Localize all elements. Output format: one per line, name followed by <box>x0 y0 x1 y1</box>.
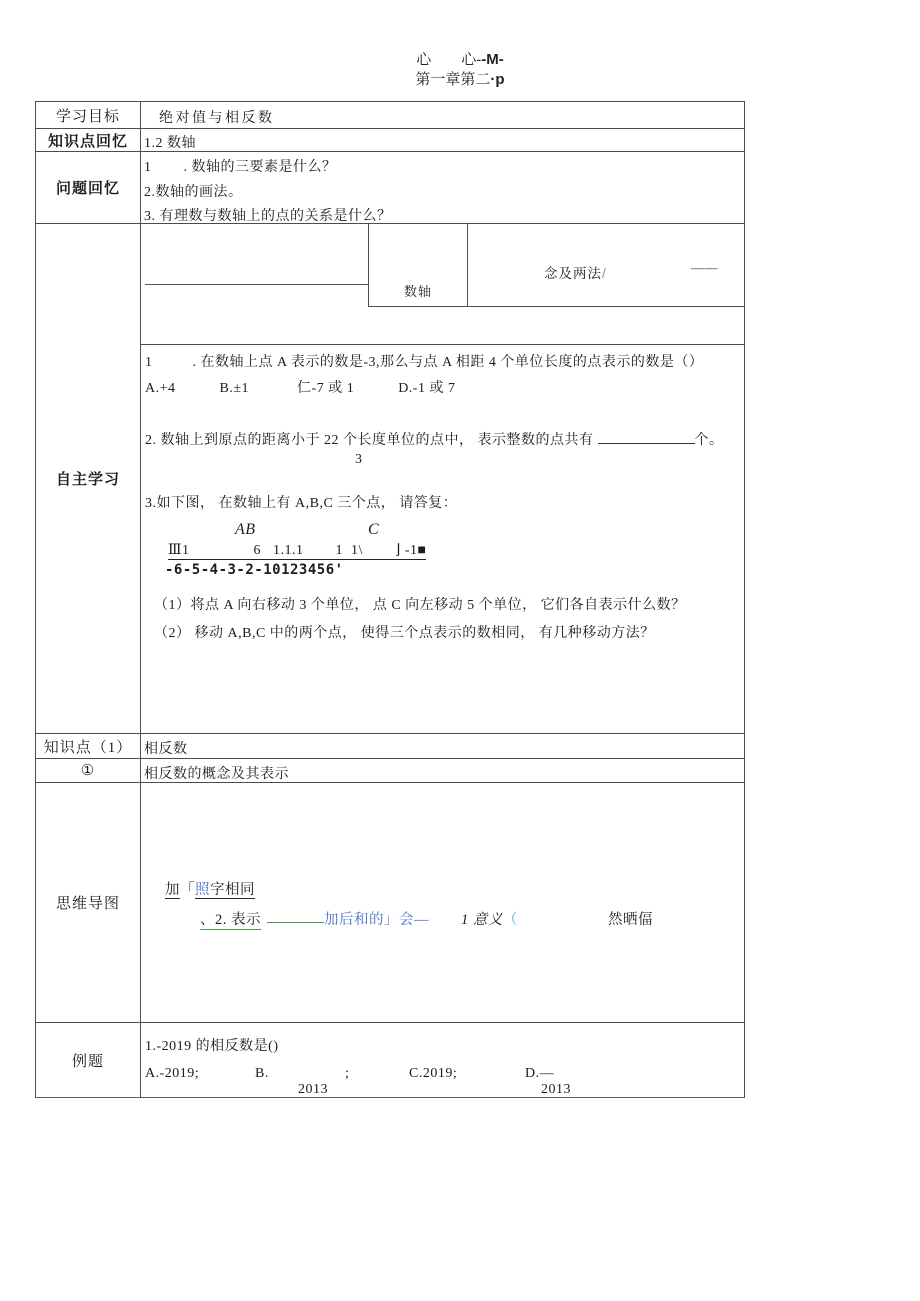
mindmap-paren: （ <box>502 912 518 928</box>
example-option-d-denominator: 2013 <box>541 1082 571 1097</box>
row-questions <box>36 152 744 224</box>
row-questions-content <box>141 152 744 223</box>
mindmap-yiyi: 意义 <box>468 912 503 928</box>
row-mindmap-label <box>36 783 141 1022</box>
row-example-label-text: 例题 <box>71 1054 104 1070</box>
q2-text-end: 个。 <box>694 433 724 448</box>
row-knowledge-point-label <box>36 734 141 758</box>
row-knowledge-sub-content <box>141 759 744 782</box>
row-knowledge-point-content <box>141 734 744 758</box>
circled-one: ① <box>80 763 96 779</box>
row-example-content <box>141 1023 744 1098</box>
axis-concept-diagram <box>141 224 744 345</box>
row-questions-label-text: 问题回忆 <box>55 181 120 197</box>
question-recall-1: 1 . 数轴的三要素是什么？ <box>144 160 337 175</box>
page-header <box>0 50 920 90</box>
header-line-1 <box>0 50 920 70</box>
example-option-a: A.-2019; <box>145 1066 200 1081</box>
note-box <box>468 224 744 307</box>
row-knowledge-point-label-text: 知识点（1） <box>43 739 133 756</box>
selfstudy-q3: 3.如下图， 在数轴上有 A,B,C 三个点， 请答复： <box>145 496 458 511</box>
row-goal <box>36 102 744 129</box>
knowledge-sub-text: 相反数的概念及其表示 <box>144 767 289 782</box>
example-option-b-denominator: 2013 <box>298 1082 328 1097</box>
note-slash: / <box>602 266 607 281</box>
row-recall <box>36 129 744 152</box>
header-line-1-bold: -M- <box>481 51 504 68</box>
header-line-2 <box>0 70 920 90</box>
diagram-left-line <box>145 284 368 285</box>
note-blank-dash: —— <box>691 260 718 275</box>
mindmap-jia: 加 <box>165 882 180 898</box>
row-recall-content <box>141 129 744 151</box>
example-option-b-semicolon: ; <box>345 1066 350 1081</box>
question-recall-2: 2.数轴的画法。 <box>144 185 243 200</box>
mindmap-blue-phrase: 加后和的」会— <box>324 912 429 928</box>
worksheet-table <box>35 101 745 1098</box>
axis-box-label: 数轴 <box>403 284 432 299</box>
mindmap-bracket: 「 <box>180 882 195 898</box>
example-question: 1.-2019 的相反数是() <box>145 1039 279 1054</box>
knowledge-point-text: 相反数 <box>144 742 188 757</box>
example-option-d: D.— <box>525 1066 555 1081</box>
example-option-c: C.2019; <box>409 1066 458 1081</box>
row-mindmap-content <box>141 783 744 1022</box>
row-knowledge-point <box>36 734 744 759</box>
mindmap-green-blank <box>267 909 324 923</box>
mindmap-one: 1 <box>461 912 469 928</box>
numline-label-c: C <box>368 521 380 538</box>
row-mindmap-label-text: 思维导图 <box>55 896 120 912</box>
q2-text: 2. 数轴上到原点的距离小于 22 个长度单位的点中， 表示整数的点共有 <box>145 433 598 448</box>
mindmap-line-1 <box>165 878 255 899</box>
row-recall-label-text: 知识点回忆 <box>47 133 128 150</box>
numline-axis-marks: Ⅲ1 6 1.1.1 1 1\ ⌋ -1■ <box>168 543 427 558</box>
selfstudy-part2: （2） 移动 A,B,C 中的两个点， 使得三个点表示的数相同， 有几种移动方法？ <box>154 626 655 641</box>
row-example-label <box>36 1023 141 1098</box>
row-knowledge-sub <box>36 759 744 783</box>
row-example <box>36 1023 744 1098</box>
numline-label-ab: AB <box>235 521 256 538</box>
row-selfstudy-label <box>36 224 141 733</box>
chapter-text: 第一章第二 <box>415 72 491 88</box>
mindmap-line-2-lead: 、2. 表示 <box>200 908 261 930</box>
note-text-main: 念及两法 <box>544 266 602 281</box>
row-selfstudy <box>36 224 744 734</box>
q2-answer-blank <box>598 430 695 444</box>
mindmap-zhao: 照 <box>195 882 210 898</box>
row-goal-label-text: 学习目标 <box>55 108 120 125</box>
selfstudy-part1: （1）将点 A 向右移动 3 个单位， 点 C 向左移动 5 个单位， 它们各自表示什么数？ <box>154 598 686 613</box>
numline-numbers: -6-5-4-3-2-10123456' <box>165 562 344 578</box>
row-selfstudy-content <box>141 224 744 733</box>
recall-text: 1.2 数轴 <box>144 136 196 151</box>
row-selfstudy-label-text: 自主学习 <box>55 472 120 488</box>
mindmap-meaning <box>461 908 518 929</box>
mindmap-zi-xiangtong: 字相同 <box>210 882 255 898</box>
selfstudy-q1-options: A.+4 B.±1 仁-7 或 1 D.-1 或 7 <box>145 381 456 396</box>
chapter-text-bold: ·p <box>490 71 505 88</box>
note-text <box>544 262 607 282</box>
row-knowledge-sub-label <box>36 759 141 782</box>
row-goal-label <box>36 102 141 128</box>
selfstudy-q1: 1 . 在数轴上点 A 表示的数是-3,那么与点 A 相距 4 个单位长度的点表示的数是（） <box>145 355 704 370</box>
q2-fraction-denominator: 3 <box>355 452 363 467</box>
example-option-b: B. <box>255 1066 269 1081</box>
row-questions-label <box>36 152 141 223</box>
row-goal-content <box>141 102 744 128</box>
goal-text: 绝对值与相反数 <box>159 111 275 126</box>
question-recall-3: 3. 有理数与数轴上的点的关系是什么？ <box>144 209 392 223</box>
selfstudy-q2 <box>145 429 724 449</box>
row-mindmap <box>36 783 744 1023</box>
row-recall-label <box>36 129 141 151</box>
axis-box <box>368 224 468 307</box>
mindmap-tail-text: 然晒偪 <box>608 912 653 928</box>
header-line-1-text: 心 心- <box>416 52 482 68</box>
